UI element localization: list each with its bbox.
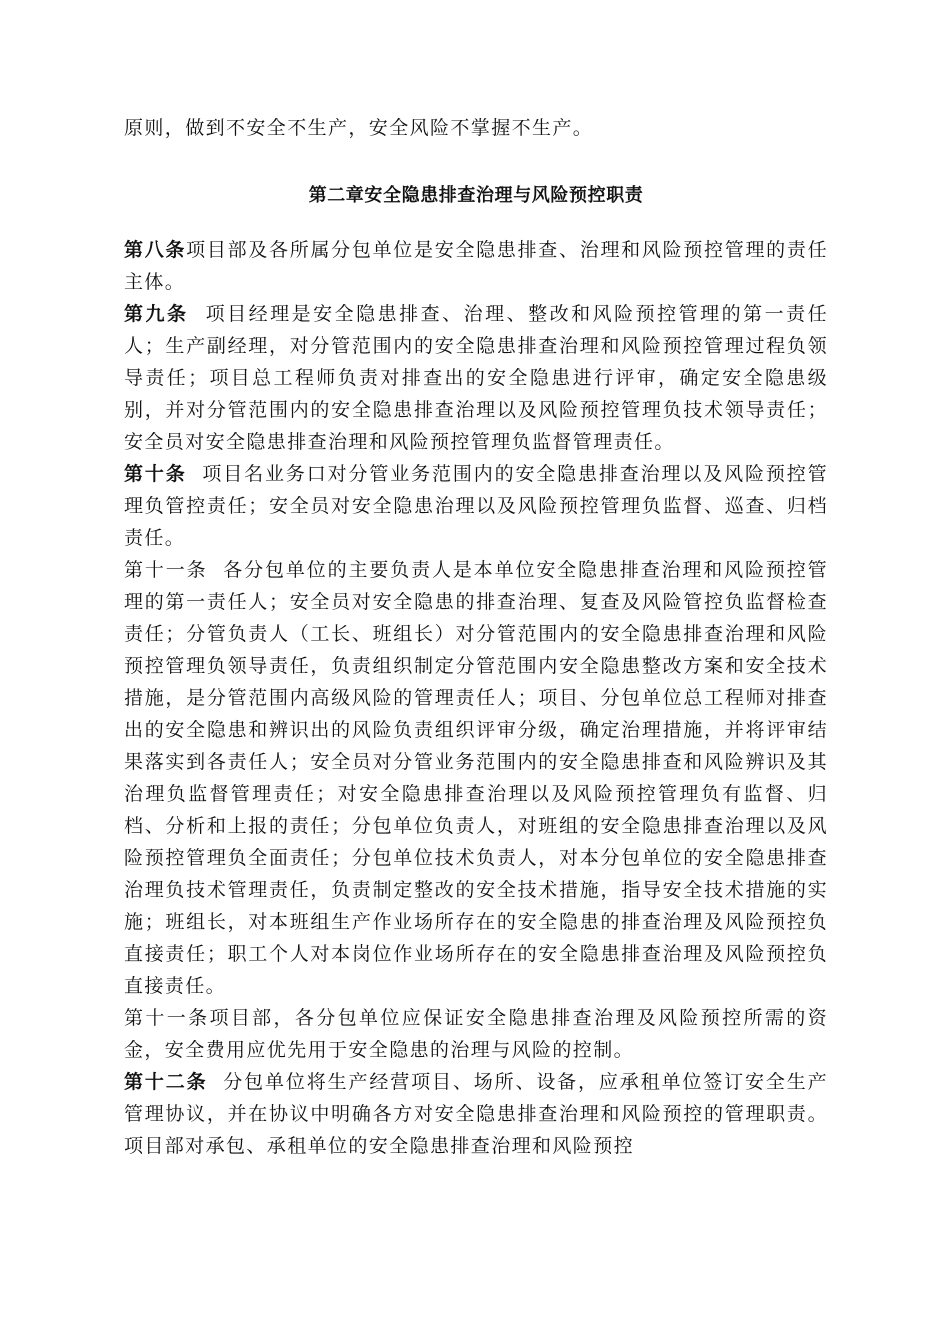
article-text: 项目部及各所属分包单位是安全隐患排查、治理和风险预控管理的责任主体。 xyxy=(124,239,829,293)
article-text: 项目经理是安全隐患排查、治理、整改和风险预控管理的第一责任人；生产副经理，对分管范围内的安全隐患排查治理和风险预控管理过程负领导责任；项目总工程师负责对排查出的安全隐患进行评审，确定安全隐患级别，并对分管范围内的安全隐患排查治理以及风险预控管理负技术领导责任；安全员对安全隐患排查治理和风险预控管理负监督管理责任。 xyxy=(124,303,829,453)
article-12 xyxy=(124,1066,828,1162)
lead-paragraph: 原则，做到不安全不生产，安全风险不掌握不生产。 xyxy=(124,117,594,139)
article-11-b xyxy=(124,1002,828,1066)
article-text: 各分包单位的主要负责人是本单位安全隐患排查治理和风险预控管理的第一责任人；安全员对安全隐患的排查治理、复查及风险管控负监督检查责任；分管负责人（工长、班组长）对分管范围内的安全隐患排查治理和风险预控管理负领导责任，负责组织制定分管范围内安全隐患整改方案和安全技术措施，是分管范围内高级风险的管理责任人；项目、分包单位总工程师对排查出的安全隐患和辨识出的风险负责组织评审分级，确定治理措施，并将评审结果落实到各责任人；安全员对分管业务范围内的安全隐患排查和风险辨识及其治理负监督管理责任；对安全隐患排查治理以及风险预控管理负有监督、归档、分析和上报的责任；分包单位负责人，对班组的安全隐患排查治理以及风险预控管理负全面责任；分包单位技术负责人，对本分包单位的安全隐患排查治理负技术管理责任，负责制定整改的安全技术措施，指导安全技术措施的实施；班组长，对本班组生产作业场所存在的安全隐患的排查治理及风险预控负直接责任；职工个人对本岗位作业场所存在的安全隐患排查治理及风险预控负直接责任。 xyxy=(124,559,828,997)
document-page xyxy=(124,112,828,1162)
article-text: 项目名业务口对分管业务范围内的安全隐患排查治理以及风险预控管理负管控责任；安全员对安全隐患治理以及风险预控管理负监督、巡查、归档责任。 xyxy=(124,463,828,549)
article-9 xyxy=(124,298,828,458)
article-8 xyxy=(124,234,828,298)
chapter-title: 第二章安全隐患排查治理与风险预控职责 xyxy=(308,185,644,206)
article-10 xyxy=(124,458,828,554)
article-label: 第十条 xyxy=(124,463,187,485)
article-label: 第九条 xyxy=(124,303,189,325)
article-text: 项目部，各分包单位应保证安全隐患排查治理及风险预控所需的资金，安全费用应优先用于安全隐患的治理与风险的控制。 xyxy=(124,1007,828,1061)
article-11 xyxy=(124,554,828,1002)
article-label: 第十二条 xyxy=(124,1071,208,1093)
article-label: 第十一条 xyxy=(124,559,208,581)
article-text: 分包单位将生产经营项目、场所、设备，应承租单位签订安全生产管理协议，并在协议中明确各方对安全隐患排查治理和风险预控的管理职责。项目部对承包、承租单位的安全隐患排查治理和风险预控 xyxy=(124,1071,828,1157)
article-label: 第八条 xyxy=(124,239,187,261)
article-label: 第十一条 xyxy=(124,1007,210,1029)
